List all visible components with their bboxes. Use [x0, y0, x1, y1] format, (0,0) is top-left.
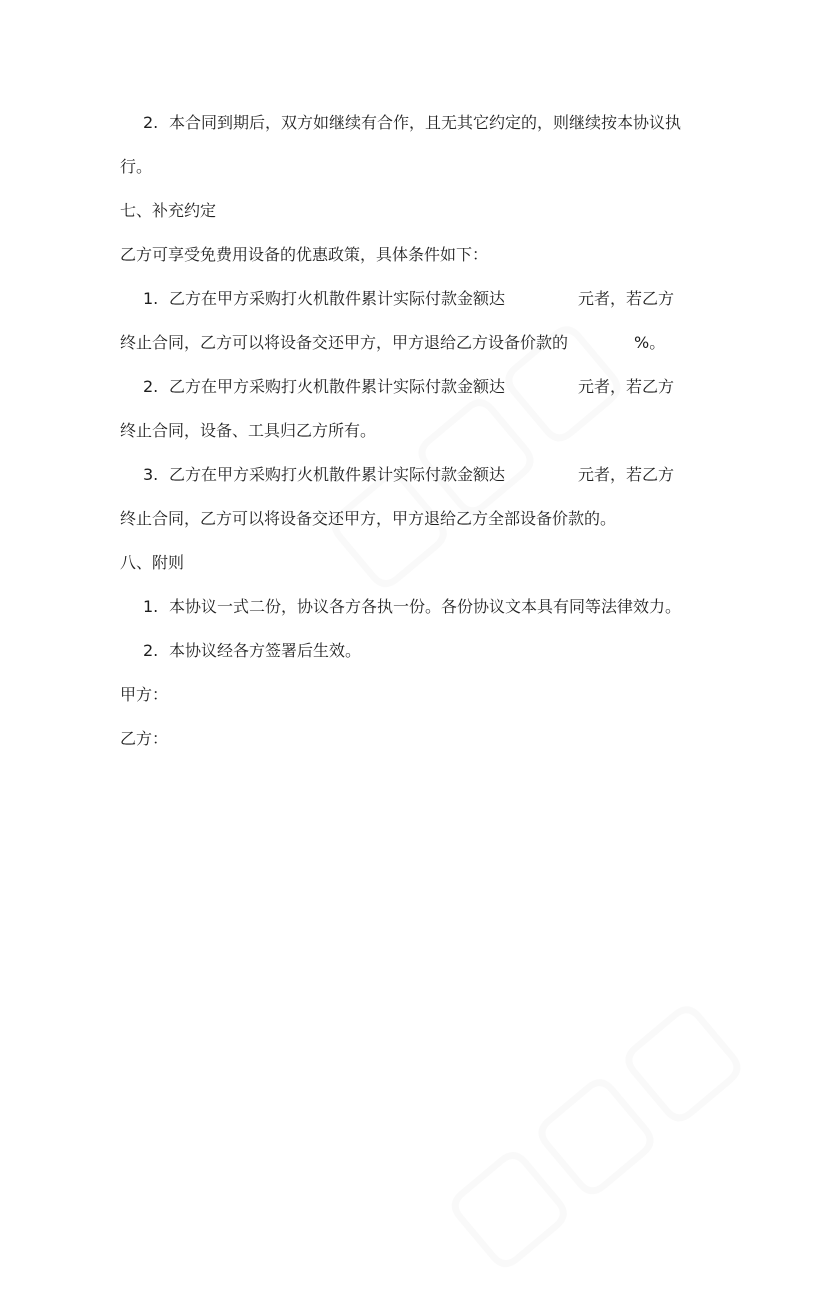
section-intro [120, 243, 720, 267]
clause-line [143, 639, 720, 663]
clause-number: 1. [143, 289, 159, 308]
clause-text: 本协议一式二份，协议各方各执一份。各份协议文本具有同等法律效力。 [169, 597, 682, 616]
clause-text: 元者，若乙方 [578, 377, 675, 396]
clause-text: 乙方在甲方采购打火机散件累计实际付款金额达 [169, 289, 506, 308]
clause-text: 行。 [120, 157, 153, 176]
watermark [415, 967, 765, 1292]
clause-text: 元者，若乙方 [578, 289, 675, 308]
clause-number: 2. [143, 377, 159, 396]
clause-text: 本合同到期后，双方如继续有合作，且无其它约定的，则继续按本协议执 [169, 113, 682, 132]
heading-text: 七、补充约定 [120, 201, 217, 220]
clause-text: 元者，若乙方 [578, 465, 675, 484]
clause-line [143, 375, 720, 399]
clause-line [120, 507, 720, 531]
signature-party-a [120, 683, 720, 707]
clause-line [120, 419, 720, 443]
section-heading [120, 199, 720, 223]
clause-line [143, 111, 720, 135]
clause-text: 本协议经各方签署后生效。 [169, 641, 362, 660]
clause-number: 2. [143, 113, 159, 132]
clause-text: %。 [634, 333, 666, 352]
clause-text: 乙方在甲方采购打火机散件累计实际付款金额达 [169, 377, 506, 396]
clause-text: 终止合同，乙方可以将设备交还甲方，甲方退给乙方全部设备价款的。 [120, 509, 617, 528]
intro-text: 乙方可享受免费用设备的优惠政策，具体条件如下： [120, 245, 489, 264]
clause-text: 终止合同，设备、工具归乙方所有。 [120, 421, 377, 440]
clause-number: 3. [143, 465, 159, 484]
clause-line [143, 463, 720, 487]
section-heading [120, 551, 720, 575]
heading-text: 八、附则 [120, 553, 185, 572]
clause-line [120, 155, 720, 179]
clause-number: 2. [143, 641, 159, 660]
clause-line [143, 287, 720, 311]
clause-line [143, 595, 720, 619]
signature-party-b [120, 727, 720, 751]
signature-label: 甲方： [120, 685, 169, 704]
clause-text: 终止合同，乙方可以将设备交还甲方，甲方退给乙方设备价款的 [120, 333, 569, 352]
signature-label: 乙方： [120, 729, 169, 748]
clause-number: 1. [143, 597, 159, 616]
clause-line [120, 331, 720, 355]
clause-text: 乙方在甲方采购打火机散件累计实际付款金额达 [169, 465, 506, 484]
